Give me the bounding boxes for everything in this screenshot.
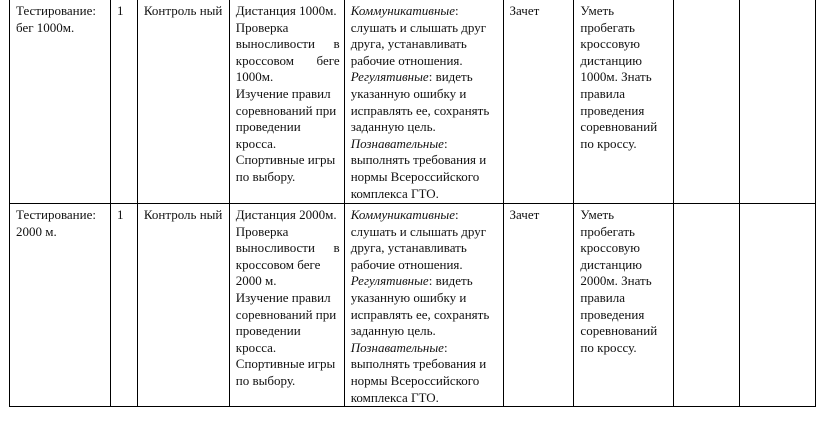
content-line: Изучение правил <box>235 289 331 305</box>
cognitive-label: Познавательные <box>350 135 444 151</box>
communicative-text: : слушать и слышать друг друга, устанавливать рабочие отношения. <box>350 207 487 272</box>
lesson-plan-table <box>9 0 816 407</box>
table-row <box>10 0 816 204</box>
page-left-margin <box>0 0 9 425</box>
content-line: выносливости в <box>235 36 340 52</box>
table-row <box>10 204 816 407</box>
content-line: по выбору. <box>235 168 296 184</box>
results-text: Уметь пробегать кроссовую дистанцию 1000м. Знать правила проведения соревнований по кроссу. <box>580 3 658 151</box>
content-line: кросса. <box>235 135 277 151</box>
assessment-text: Зачет <box>509 207 540 222</box>
communicative-text: : слушать и слышать друг друга, устанавливать рабочие отношения. <box>350 3 487 68</box>
assessment-cell <box>503 0 574 204</box>
hours-cell <box>110 204 137 407</box>
content-cell <box>229 0 344 204</box>
regulatory-label: Регулятивные <box>350 69 429 85</box>
regulatory-text: : видеть указанную ошибку и исправлять ее, сохранять заданную цель. <box>350 273 490 339</box>
content-line: 2000 м. <box>235 273 277 289</box>
content-line: кросса. <box>235 339 277 355</box>
uud-cell <box>344 204 503 407</box>
uud-cell <box>344 0 503 204</box>
assessment-text: Зачет <box>509 3 540 18</box>
results-cell <box>574 204 674 407</box>
topic-cell <box>10 204 111 407</box>
content-line: проведении <box>235 119 301 135</box>
lesson-type-cell <box>137 0 229 204</box>
topic-text: Тестирование: бег 1000м. <box>16 3 96 35</box>
empty-cell <box>674 204 740 407</box>
results-cell <box>574 0 674 204</box>
content-line: Проверка <box>235 223 289 239</box>
cognitive-text: : выполнять требования и нормы Всероссийского комплекса ГТО. <box>350 135 487 201</box>
communicative-label: Коммуникативные <box>350 207 455 222</box>
topic-text: Тестирование: 2000 м. <box>16 207 96 239</box>
empty-cell <box>674 0 740 204</box>
cognitive-label: Познавательные <box>350 339 444 355</box>
content-line: соревнований при <box>235 306 337 322</box>
content-line: выносливости в <box>235 240 340 256</box>
content-line: проведении <box>235 323 301 339</box>
communicative-label: Коммуникативные <box>350 3 455 18</box>
regulatory-text: : видеть указанную ошибку и исправлять ее, сохранять заданную цель. <box>350 69 490 135</box>
empty-cell <box>740 0 816 204</box>
content-line: кроссовом беге <box>235 52 340 68</box>
content-line: Спортивные игры <box>235 152 336 168</box>
content-line: Спортивные игры <box>235 356 336 372</box>
content-line: кроссовом беге <box>235 256 321 272</box>
assessment-cell <box>503 204 574 407</box>
content-line: по выбору. <box>235 372 296 388</box>
content-line: Проверка <box>235 19 289 35</box>
hours-text: 1 <box>116 3 124 18</box>
empty-cell <box>740 204 816 407</box>
content-line: соревнований при <box>235 102 337 118</box>
regulatory-label: Регулятивные <box>350 273 429 289</box>
lesson-type-cell <box>137 204 229 407</box>
lesson-type-text: Контроль ный <box>143 207 223 222</box>
content-line: Дистанция 2000м. <box>235 207 337 222</box>
cognitive-text: : выполнять требования и нормы Всероссийского комплекса ГТО. <box>350 339 487 405</box>
content-cell <box>229 204 344 407</box>
lesson-type-text: Контроль ный <box>143 3 223 18</box>
content-line: 1000м. <box>235 69 274 85</box>
hours-cell <box>110 0 137 204</box>
hours-text: 1 <box>116 207 124 222</box>
results-text: Уметь пробегать кроссовую дистанцию 2000м. Знать правила проведения соревнований по кроссу. <box>580 207 658 355</box>
topic-cell <box>10 0 111 204</box>
content-line: Изучение правил <box>235 85 331 101</box>
content-line: Дистанция 1000м. <box>235 3 337 18</box>
